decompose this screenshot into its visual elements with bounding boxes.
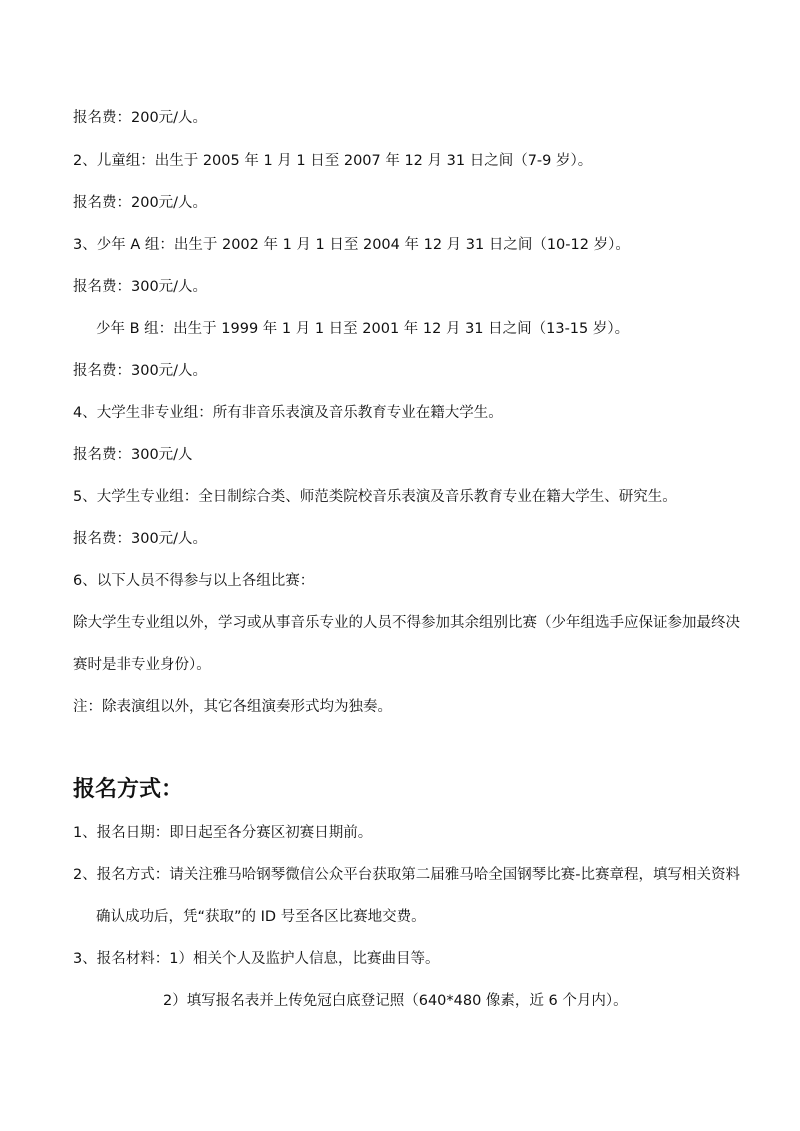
restriction-detail-line-1: 除大学生专业组以外，学习或从事音乐专业的人员不得参加其余组别比赛（少年组选手应保证参加最终决 [73, 615, 740, 631]
fee-line-2: 报名费：200元/人。 [73, 195, 208, 211]
registration-method-line-1: 2、报名方式：请关注雅马哈钢琴微信公众平台获取第二届雅马哈全国钢琴比赛-比赛章程，填写相关资料 [73, 867, 740, 883]
university-nonmajor-line: 4、大学生非专业组：所有非音乐表演及音乐教育专业在籍大学生。 [73, 405, 503, 421]
registration-method-line-2: 确认成功后，凭“获取”的 ID 号至各区比赛地交费。 [96, 909, 426, 925]
university-major-line: 5、大学生专业组：全日制综合类、师范类院校音乐表演及音乐教育专业在籍大学生、研究生。 [73, 489, 677, 505]
fee-line-1: 报名费：200元/人。 [73, 110, 208, 126]
children-group-line: 2、儿童组：出生于 2005 年 1 月 1 日至 2007 年 12 月 31 日之间（7-9 岁）。 [73, 153, 593, 169]
registration-materials-line-1: 3、报名材料：1）相关个人及监护人信息，比赛曲目等。 [73, 951, 440, 967]
registration-materials-line-2: 2）填写报名表并上传免冠白底登记照（640*480 像素，近 6 个月内）。 [163, 993, 628, 1009]
registration-heading: 报名方式： [73, 777, 184, 802]
junior-b-group-line: 少年 B 组：出生于 1999 年 1 月 1 日至 2001 年 12 月 31 日之间（13-15 岁）。 [96, 321, 630, 337]
fee-line-3: 报名费：300元/人。 [73, 279, 208, 295]
registration-date-line: 1、报名日期：即日起至各分赛区初赛日期前。 [73, 825, 373, 841]
fee-line-5: 报名费：300元/人 [73, 447, 193, 463]
fee-line-6: 报名费：300元/人。 [73, 531, 208, 547]
junior-a-group-line: 3、少年 A 组：出生于 2002 年 1 月 1 日至 2004 年 12 月 31 日之间（10-12 岁）。 [73, 237, 630, 253]
note-line: 注：除表演组以外，其它各组演奏形式均为独奏。 [73, 699, 392, 715]
fee-line-4: 报名费：300元/人。 [73, 363, 208, 379]
restriction-detail-line-2: 赛时是非专业身份）。 [73, 657, 211, 673]
restriction-title-line: 6、以下人员不得参与以上各组比赛： [73, 573, 315, 589]
